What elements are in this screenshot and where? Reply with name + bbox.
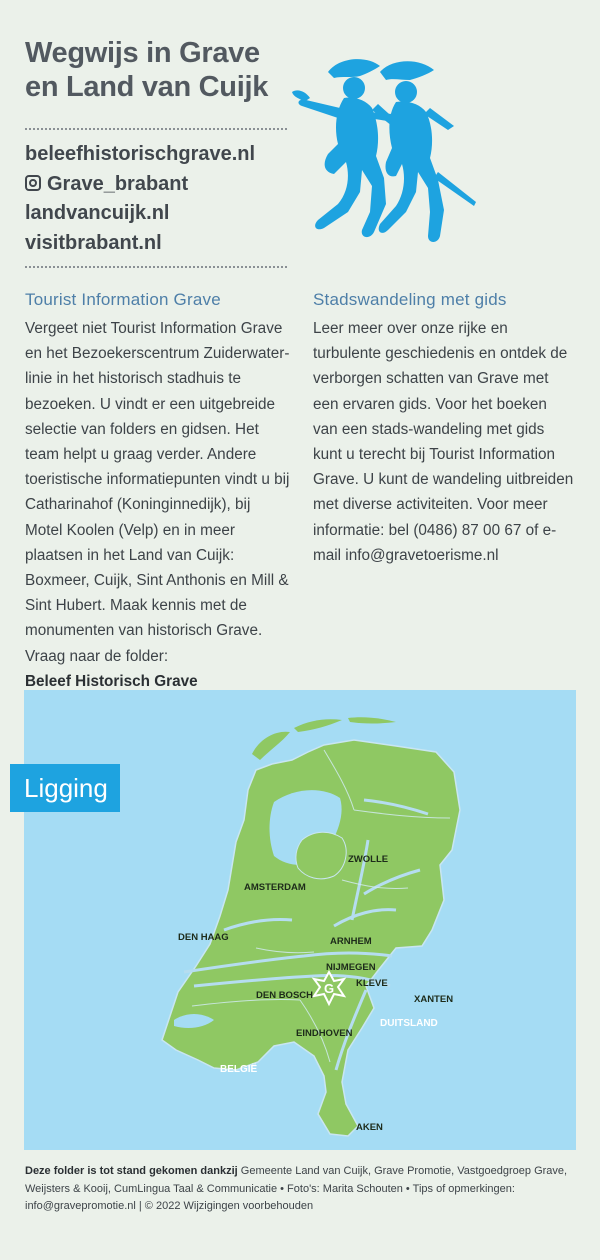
flevoland <box>296 832 346 879</box>
label-nijmegen: NIJMEGEN <box>326 962 376 973</box>
link-instagram[interactable] <box>25 170 295 200</box>
title-line-1: Wegwijs in Grave <box>25 37 260 69</box>
label-den-bosch: DEN BOSCH <box>256 990 314 1001</box>
footer-text: Gemeente Land van Cuijk, Grave Promotie, Vastgoedgroep Grave, Weijsters & Kooij, CumLingua Taal & Communicatie • Foto's: Marita Schouten • Tips of opmerkingen: info@gravepromotie.nl | © 2022 Wijzigingen voorbehouden <box>25 1165 568 1212</box>
city-walk-body: Leer meer over onze rijke en turbulente geschiedenis en ontdek de verborgen schatten van Grave met een ervaren gids. Voor het boeken van een stads-wandeling met gids kunt u terecht bij Tourist Information Grave. U kunt de wandeling uitbreiden met diverse activiteiten. Voor meer informatie: bel (0486) 87 00 67 of e-mail info@gravetoerisme.nl <box>313 320 574 564</box>
musketeer-right-hat-icon <box>380 61 434 80</box>
label-arnhem: ARNHEM <box>330 936 372 947</box>
tourist-info-text <box>25 316 290 694</box>
link-beleefhistorischgrave[interactable]: beleefhistorischgrave.nl <box>25 143 256 165</box>
tourist-info-body: Vergeet niet Tourist Information Grave en het Bezoekerscentrum Zuiderwater-linie in het historisch stadhuis te bezoeken. U vindt er een uitgebreide selectie van folders en gidsen. Het team helpt u graag verder. Andere toeristische informatiepunten vindt u bij Catharinahof (Koninginnedijk), bij Motel Koolen (Velp) en in meer plaatsen in het Land van Cuijk: Boxmeer, Cuijk, Sint Anthonis en Mill & Sint Hubert. Maak kennis met de monumenten van historisch Grave. Vraag naar de folder: <box>25 320 290 665</box>
wadden-island <box>348 717 396 723</box>
tourist-info-section <box>25 290 290 694</box>
ligging-label: Ligging <box>10 764 120 812</box>
musketeer-left-hat-icon <box>328 59 380 78</box>
label-amsterdam: AMSTERDAM <box>244 882 306 893</box>
title-line-2: en Land van Cuijk <box>25 71 269 103</box>
divider-bottom <box>25 266 287 268</box>
grave-marker-letter: G <box>323 981 335 996</box>
page-title <box>25 36 305 104</box>
label-den-haag: DEN HAAG <box>178 932 229 943</box>
netherlands-map <box>24 690 576 1150</box>
wadden-island <box>294 719 342 732</box>
label-belgie: BELGIË <box>220 1064 258 1075</box>
wadden-island <box>252 732 290 760</box>
label-eindhoven: EINDHOVEN <box>296 1028 353 1039</box>
label-aken: AKEN <box>356 1122 383 1133</box>
footer-credits <box>25 1163 577 1216</box>
instagram-icon <box>25 175 41 191</box>
link-visitbrabant[interactable]: visitbrabant.nl <box>25 231 162 254</box>
instagram-handle: Grave_brabant <box>47 172 189 195</box>
musketeers-illustration-icon <box>288 52 478 247</box>
links-list <box>25 140 295 258</box>
label-xanten: XANTEN <box>414 994 454 1005</box>
label-kleve: KLEVE <box>356 978 388 989</box>
label-zwolle: ZWOLLE <box>348 854 389 865</box>
divider-top <box>25 128 287 130</box>
footer-intro: Deze folder is tot stand gekomen dankzij <box>25 1165 238 1177</box>
city-walk-heading: Stadswandeling met gids <box>313 290 507 309</box>
tourist-info-heading: Tourist Information Grave <box>25 290 221 309</box>
folder-name: Beleef Historisch Grave <box>25 672 198 690</box>
label-duitsland: DUITSLAND <box>380 1018 438 1029</box>
city-walk-section <box>313 290 575 568</box>
link-landvancuijk[interactable]: landvancuijk.nl <box>25 202 170 224</box>
